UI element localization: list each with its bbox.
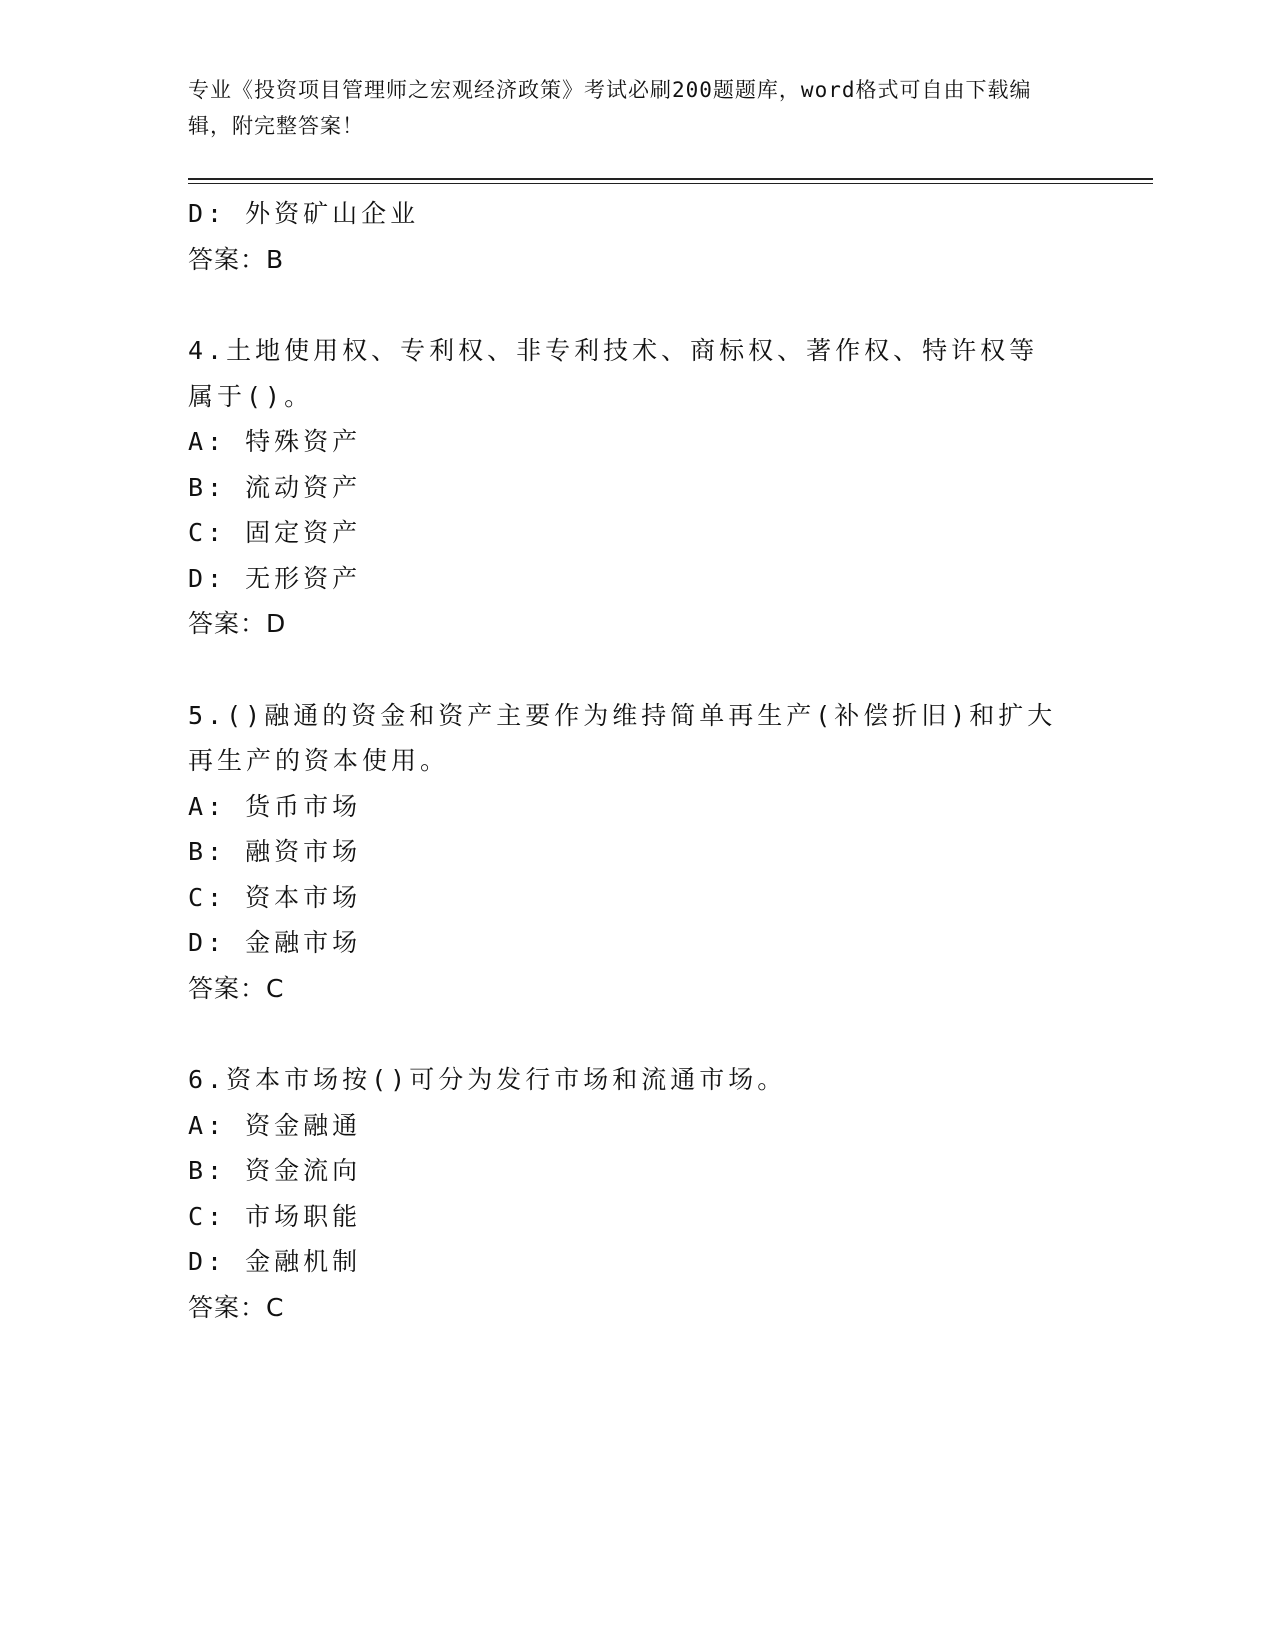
option-d: D: 外资矿山企业 bbox=[188, 199, 420, 228]
option-a: A: 特殊资产 bbox=[188, 427, 362, 456]
question-6 bbox=[188, 1057, 1088, 1330]
header-divider-thick bbox=[188, 178, 1153, 180]
option-c: C: 市场职能 bbox=[188, 1201, 362, 1231]
question-text: 6.资本市场按()可分为发行市场和流通市场。 bbox=[188, 1065, 787, 1094]
option-b: B: 资金流向 bbox=[188, 1156, 362, 1185]
document-header: 专业《投资项目管理师之宏观经济政策》考试必刷200题题库，word格式可自由下载编辑，附完整答案！ bbox=[188, 78, 1032, 138]
option-d: D: 金融机制 bbox=[188, 1247, 362, 1276]
question-text: 4.土地使用权、专利权、非专利技术、商标权、著作权、特许权等属于()。 bbox=[188, 336, 1039, 411]
answer-label: 答案：D bbox=[188, 609, 287, 638]
question-text: 5.()融通的资金和资产主要作为维持简单再生产(补偿折旧)和扩大再生产的资本使用。 bbox=[188, 700, 1057, 775]
answer-label: 答案：C bbox=[188, 973, 285, 1003]
option-d: D: 金融市场 bbox=[188, 928, 362, 957]
option-d: D: 无形资产 bbox=[188, 563, 362, 593]
option-a: A: 货币市场 bbox=[188, 791, 362, 821]
header-divider-thin bbox=[188, 183, 1153, 184]
question-4 bbox=[188, 328, 1088, 647]
option-b: B: 融资市场 bbox=[188, 837, 362, 866]
answer-label: 答案：C bbox=[188, 1292, 285, 1322]
option-a: A: 资金融通 bbox=[188, 1110, 362, 1140]
question-list bbox=[188, 191, 1088, 1330]
option-c: C: 固定资产 bbox=[188, 518, 362, 547]
option-b: B: 流动资产 bbox=[188, 472, 362, 502]
answer-label: 答案：B bbox=[188, 244, 285, 274]
question-5 bbox=[188, 693, 1088, 1012]
option-c: C: 资本市场 bbox=[188, 882, 362, 912]
